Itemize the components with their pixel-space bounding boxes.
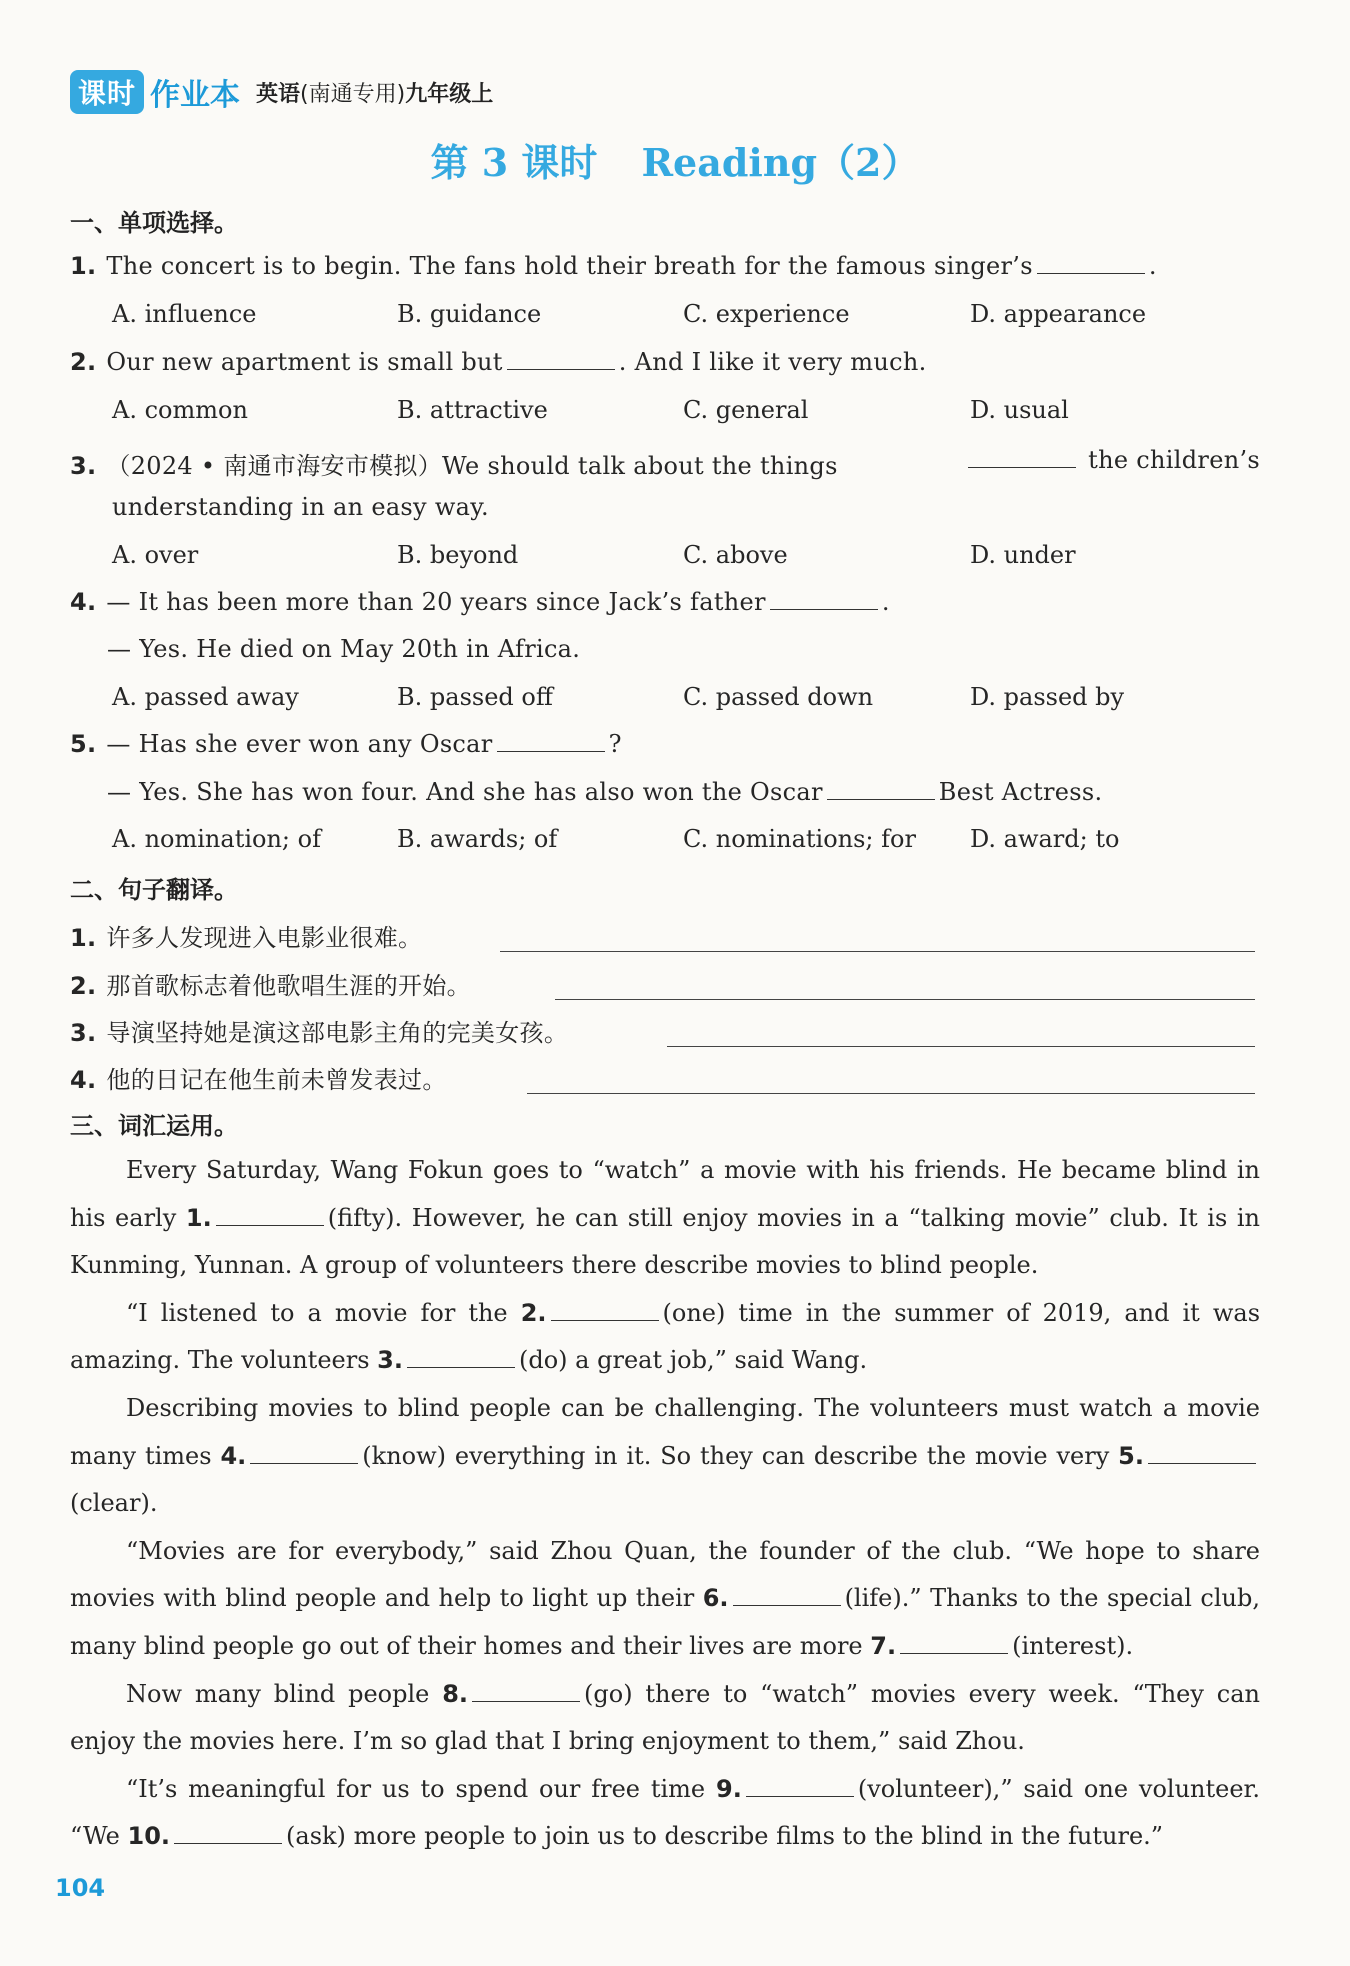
option-a[interactable]: A. over xyxy=(112,541,199,569)
word-hint: (know) xyxy=(362,1441,447,1470)
option-a[interactable]: A. common xyxy=(112,396,248,424)
question-number: 1. xyxy=(70,252,97,280)
option-d[interactable]: D. under xyxy=(970,541,1076,569)
section1-heading: 一、单项选择。 xyxy=(70,209,238,237)
passage-text: there to “watch” movies every week. “They can enjoy the movies here. I’m so glad that I bring enjoyment to them,” said Zhou. xyxy=(70,1679,1260,1756)
word-hint: (do) xyxy=(518,1346,568,1375)
option-d[interactable]: D. appearance xyxy=(970,300,1147,328)
blank-number: 1. xyxy=(185,1203,212,1232)
passage-text: . However, he can still enjoy movies in a “talking movie” club. It is in Kunming, Yunnan. A group of volunteers there describe movies to blind people. xyxy=(70,1203,1260,1280)
option-c[interactable]: C. nominations; for xyxy=(683,825,916,853)
word-hint: (clear) xyxy=(70,1489,150,1518)
answer-line-3[interactable] xyxy=(667,1045,1255,1047)
answer-blank[interactable] xyxy=(497,731,605,752)
answer-blank[interactable] xyxy=(1148,1443,1256,1464)
item-number: 1. xyxy=(70,924,97,952)
page-number: 104 xyxy=(55,1874,106,1902)
answer-blank[interactable] xyxy=(827,779,935,800)
option-c[interactable]: C. experience xyxy=(683,300,850,328)
translation-prompt: 导演坚持她是演这部电影主角的完美女孩。 xyxy=(106,1019,569,1047)
option-b[interactable]: B. beyond xyxy=(397,541,519,569)
blank-number: 7. xyxy=(870,1631,897,1660)
paragraph-5 xyxy=(70,1671,1260,1766)
subject-grade: 九年级上 xyxy=(405,81,494,107)
logo-badge: 课时 xyxy=(70,70,144,114)
passage-text: .” Thanks to the special club, many blind people go out of their homes and their lives are more xyxy=(70,1584,1260,1660)
section2-heading: 二、句子翻译。 xyxy=(70,876,238,904)
answer-blank[interactable] xyxy=(551,1300,659,1321)
blank-number: 2. xyxy=(520,1298,547,1327)
option-d[interactable]: D. award; to xyxy=(970,825,1120,853)
option-c[interactable]: C. passed down xyxy=(683,683,874,711)
translation-2 xyxy=(70,966,471,1001)
answer-blank[interactable] xyxy=(733,1585,841,1606)
translation-4 xyxy=(70,1060,447,1095)
answer-blank[interactable] xyxy=(507,349,615,370)
answer-blank[interactable] xyxy=(174,1823,282,1844)
passage-text: . xyxy=(149,1489,158,1518)
passage-text: “It’s meaningful for us to spend our free time xyxy=(126,1774,706,1803)
question-text: （2024 • 南通市海安市模拟）We should talk about the things xyxy=(106,452,838,480)
question-text: Our new apartment is small but xyxy=(106,348,503,376)
passage-text: time in the summer of 2019, and it was amazing. The volunteers xyxy=(70,1298,1261,1375)
option-b[interactable]: B. guidance xyxy=(397,300,542,328)
section3-heading: 三、词汇运用。 xyxy=(70,1112,238,1140)
passage-text: Describing movies to blind people can be challenging. The volunteers must watch a movie many times xyxy=(70,1393,1260,1470)
question-text-end: ? xyxy=(608,730,622,758)
blank-number: 10. xyxy=(127,1822,171,1851)
item-number: 4. xyxy=(70,1066,97,1094)
question-text: — It has been more than 20 years since Jack’s father xyxy=(106,588,766,616)
option-d[interactable]: D. passed by xyxy=(970,683,1125,711)
paragraph-4 xyxy=(70,1528,1260,1671)
question-text-end: the children’s xyxy=(1088,446,1260,474)
question-text-end: . xyxy=(1148,252,1157,280)
question-number: 3. xyxy=(70,452,97,480)
subject-paren: (南通专用) xyxy=(300,81,406,107)
option-b[interactable]: B. passed off xyxy=(397,683,553,711)
answer-line-1[interactable] xyxy=(500,950,1255,952)
passage-text: ” said one volunteer. “We xyxy=(70,1774,1261,1851)
answer-blank[interactable] xyxy=(746,1776,854,1797)
question-number: 5. xyxy=(70,730,97,758)
question-3 xyxy=(70,446,1260,481)
question-number: 2. xyxy=(70,348,97,376)
page-title xyxy=(0,132,1350,187)
answer-blank[interactable] xyxy=(472,1681,580,1702)
reply-text-end: Best Actress. xyxy=(938,778,1103,806)
word-hint: (one) xyxy=(662,1298,726,1327)
passage-text: Every Saturday, Wang Fokun goes to “watch” a movie with his friends. He became blind in his early xyxy=(70,1156,1260,1232)
question-5 xyxy=(70,730,622,758)
paragraph-6 xyxy=(70,1766,1260,1861)
word-hint: (go) xyxy=(584,1679,633,1708)
item-number: 3. xyxy=(70,1019,97,1047)
blank-number: 3. xyxy=(377,1346,403,1375)
question-text: — Has she ever won any Oscar xyxy=(106,730,493,758)
passage-text: everything in it. So they can describe the movie very xyxy=(454,1441,1110,1470)
passage-text: “I listened to a movie for the xyxy=(126,1298,508,1327)
answer-blank[interactable] xyxy=(900,1633,1008,1654)
item-number: 2. xyxy=(70,972,97,1000)
passage xyxy=(70,1147,1260,1861)
question-3-cont: understanding in an easy way. xyxy=(112,493,489,521)
blank-number: 9. xyxy=(716,1774,742,1803)
option-d[interactable]: D. usual xyxy=(970,396,1069,424)
logo-text: 作业本 xyxy=(150,78,241,113)
word-hint: (volunteer), xyxy=(857,1774,1001,1803)
word-hint: (life) xyxy=(844,1584,902,1613)
answer-line-4[interactable] xyxy=(527,1092,1255,1094)
question-text-end: . And I like it very much. xyxy=(618,348,927,376)
option-a[interactable]: A. passed away xyxy=(112,683,299,711)
translation-prompt: 他的日记在他生前未曾发表过。 xyxy=(106,1066,447,1094)
answer-blank[interactable] xyxy=(968,447,1076,468)
answer-blank[interactable] xyxy=(770,589,878,610)
question-number: 4. xyxy=(70,588,97,616)
subject-label xyxy=(256,77,493,108)
blank-number: 8. xyxy=(442,1679,469,1708)
translation-1 xyxy=(70,918,422,953)
question-text-end: . xyxy=(881,588,890,616)
word-hint: (interest) xyxy=(1012,1631,1126,1660)
blank-number: 5. xyxy=(1118,1441,1144,1470)
answer-blank[interactable] xyxy=(216,1205,324,1226)
question-4-reply: — Yes. He died on May 20th in Africa. xyxy=(107,635,581,663)
word-hint: (ask) xyxy=(286,1822,346,1851)
passage-text: a great job,” said Wang. xyxy=(575,1346,868,1375)
option-a[interactable]: A. influence xyxy=(112,300,257,328)
answer-blank[interactable] xyxy=(407,1347,515,1368)
lesson-name: Reading（2） xyxy=(641,140,920,185)
subject-main: 英语 xyxy=(256,81,301,107)
question-2 xyxy=(70,348,927,376)
passage-text: . xyxy=(1125,1631,1134,1660)
answer-blank[interactable] xyxy=(1037,253,1145,274)
option-c[interactable]: C. above xyxy=(683,541,788,569)
paragraph-1 xyxy=(70,1147,1260,1290)
header xyxy=(70,70,493,114)
question-1 xyxy=(70,252,1157,280)
blank-number: 4. xyxy=(220,1441,247,1470)
paragraph-2 xyxy=(70,1290,1260,1385)
option-b[interactable]: B. attractive xyxy=(397,396,548,424)
passage-text: more people to join us to describe films to the blind in the future.” xyxy=(353,1822,1164,1851)
question-text: The concert is to begin. The fans hold their breath for the famous singer’s xyxy=(106,252,1033,280)
answer-blank[interactable] xyxy=(250,1443,358,1464)
word-hint: (fifty) xyxy=(327,1203,395,1232)
translation-prompt: 那首歌标志着他歌唱生涯的开始。 xyxy=(106,972,471,1000)
option-a[interactable]: A. nomination; of xyxy=(112,825,321,853)
translation-prompt: 许多人发现进入电影业很难。 xyxy=(106,924,423,952)
answer-line-2[interactable] xyxy=(555,998,1255,1000)
question-4 xyxy=(70,588,890,616)
passage-text: Now many blind people xyxy=(126,1679,430,1708)
paragraph-3 xyxy=(70,1385,1260,1528)
translation-3 xyxy=(70,1013,568,1048)
passage-text: “Movies are for everybody,” said Zhou Quan, the founder of the club. “We hope to share movies with blind people and help to light up their xyxy=(70,1536,1260,1613)
lesson-number: 第 3 课时 xyxy=(430,140,598,185)
blank-number: 6. xyxy=(702,1584,729,1613)
reply-text: — Yes. She has won four. And she has also won the Oscar xyxy=(107,778,823,806)
question-5-reply xyxy=(107,778,1102,806)
option-b[interactable]: B. awards; of xyxy=(397,825,558,853)
option-c[interactable]: C. general xyxy=(683,396,809,424)
